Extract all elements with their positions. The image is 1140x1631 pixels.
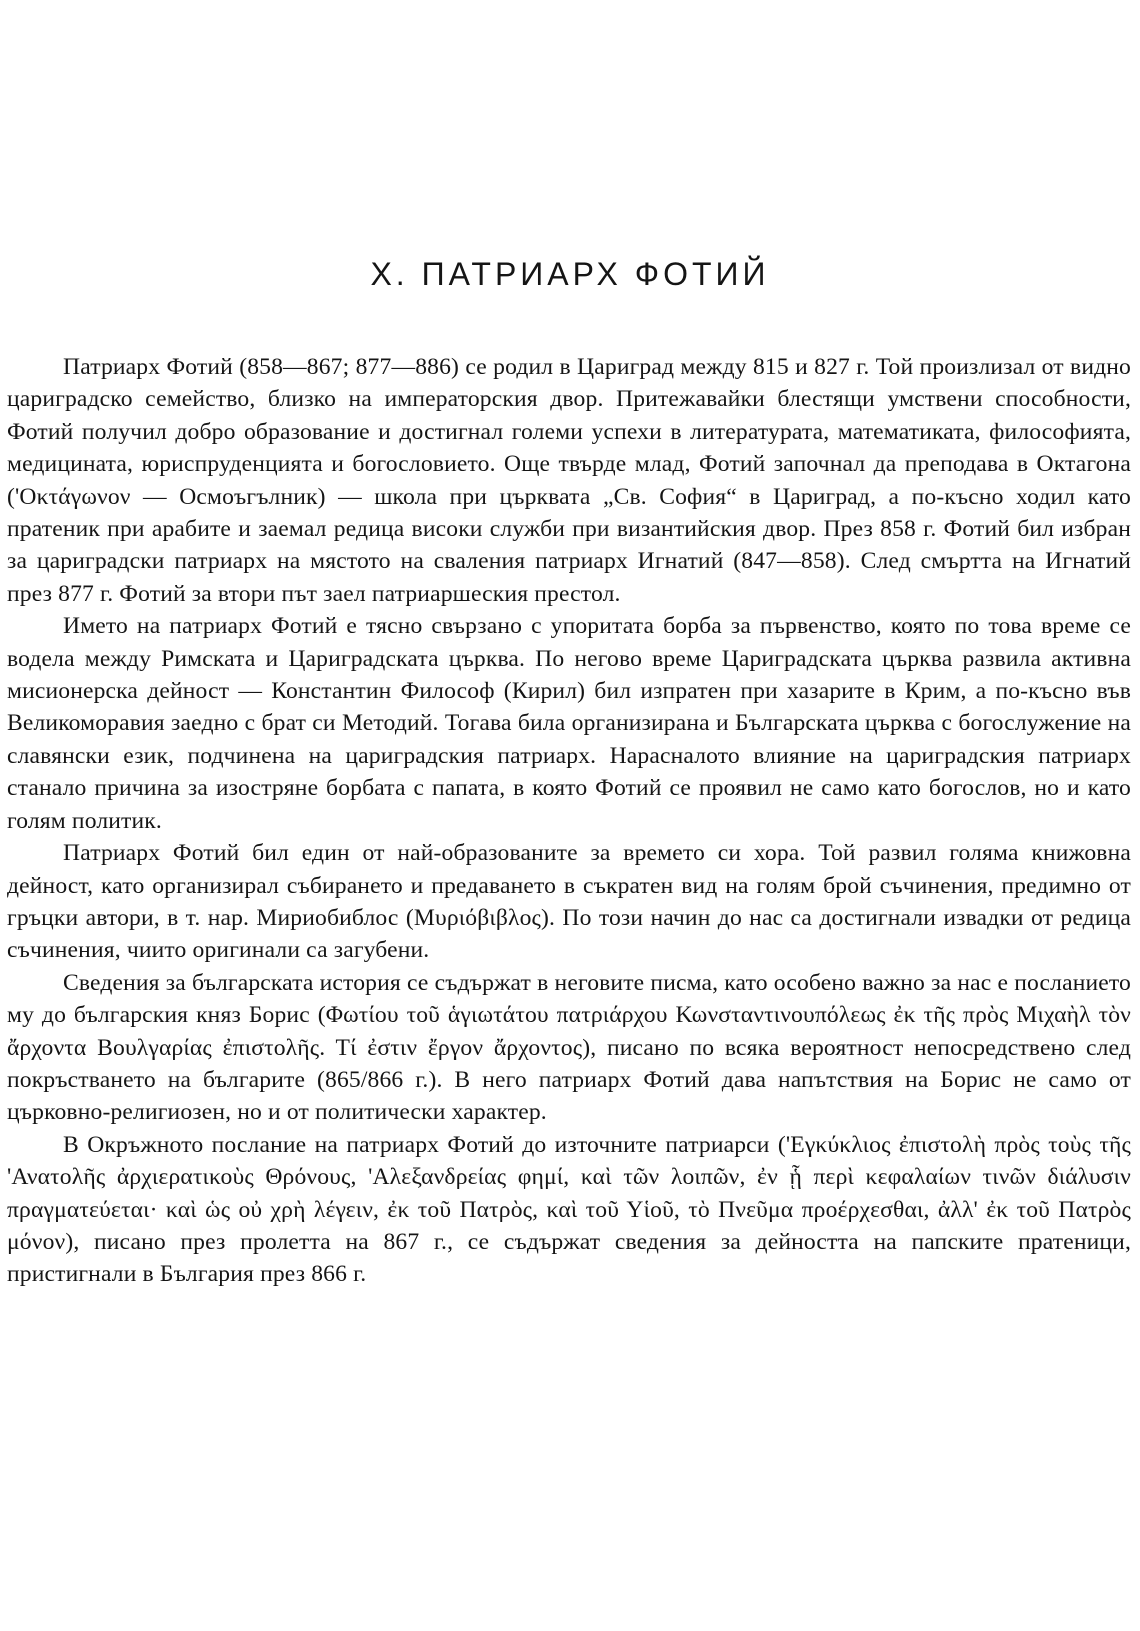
paragraph-2: Името на патриарх Фотий е тясно свързано с упоритата борба за първенство, която по това време се водела между Римската и Цариградската църква. По негово време Цариградската църква развила активна мисионерска дейност — Константин Философ (Кирил) бил изпратен при хазарите в Крим, а по-късно във Великоморавия заедно с брат си Методий. Тогава била организирана и Българската църква с богослужение на славянски език, подчинена на цариградския патриарх. Нарасналото влияние на цариградския патриарх станало причина за изостряне борбата с папата, в която Фотий се проявил не само като богослов, но и като голям политик. [7, 613, 1131, 834]
paragraph-3: Патриарх Фотий бил един от най-образованите за времето си хора. Той развил голяма книжовна дейност, като организирал събирането и предаването в съкратен вид на голям брой съчинения, предимно от гръцки автори, в т. нар. Мириобиблос (Μυριόβιβλος). По този начин до нас са достигнали извадки от редица съчинения, чиито оригинали са загубени. [7, 840, 1131, 964]
chapter-body [7, 351, 1131, 1291]
paragraph-5: В Окръжното послание на патриарх Фотий до източните патриарси ('Εγκύκλιος ἐπιστολὴ πρὸς τοὺς τῆς 'Ανατολῆς ἀρχιερατικοὺς Θρόνους, 'Αλεξανδρείας φημί, καὶ τῶν λοιπῶν, ἐν ᾗ περὶ κεφαλαίων τινῶν διάλυσιν πραγματεύεται· καὶ ὡς οὐ χρὴ λέγειν, ἐκ τοῦ Πατρὸς, καὶ τοῦ Υἱοῦ, τὸ Πνεῦμα προέρχεσθαι, ἀλλ' ἐκ τοῦ Πατρὸς μόνον), писано през пролетта на 867 г., се съдържат сведения за дейността на папските пратеници, пристигнали в България през 866 г. [7, 1131, 1131, 1288]
paragraph-4: Сведения за българската история се съдържат в неговите писма, като особено важно за нас е посланието му до българския княз Борис (Φωτίου τοῦ ἁγιωτάτου πατριάρχου Κωνσταντινουπόλεως ἐκ τῆς πρὸς Μιχαὴλ τὸν ἄρχοντα Βουλγαρίας ἐπιστολῆς. Τί ἐστιν ἔργον ἄρχοντος), писано по всяка вероятност непосредствено след покръстването на българите (865/866 г.). В него патриарх Фотий дава напътствия на Борис не само от църковно-религиозен, но и от политически характер. [7, 969, 1131, 1126]
paragraph-1: Патриарх Фотий (858—867; 877—886) се родил в Цариград между 815 и 827 г. Той произлизал от видно цариградско семейство, близко на императорския двор. Притежавайки блестящи умствени способности, Фотий получил добро образование и достигнал големи успехи в литературата, математиката, философията, медицината, юриспруденцията и богословието. Още твърде млад, Фотий започнал да преподава в Октагона ('Οκτάγωνον — Осмоъгълник) — школа при църквата „Св. София“ в Цариград, а по-късно ходил като пратеник при арабите и заемал редица високи служби при византийския двор. През 858 г. Фотий бил избран за цариградски патриарх на мястото на сваления патриарх Игнатий (847—858). След смъртта на Игнатий през 877 г. Фотий за втори път заел патриаршеския престол. [7, 354, 1131, 607]
chapter-title: X. ПАТРИАРХ ФОТИЙ [370, 256, 770, 292]
